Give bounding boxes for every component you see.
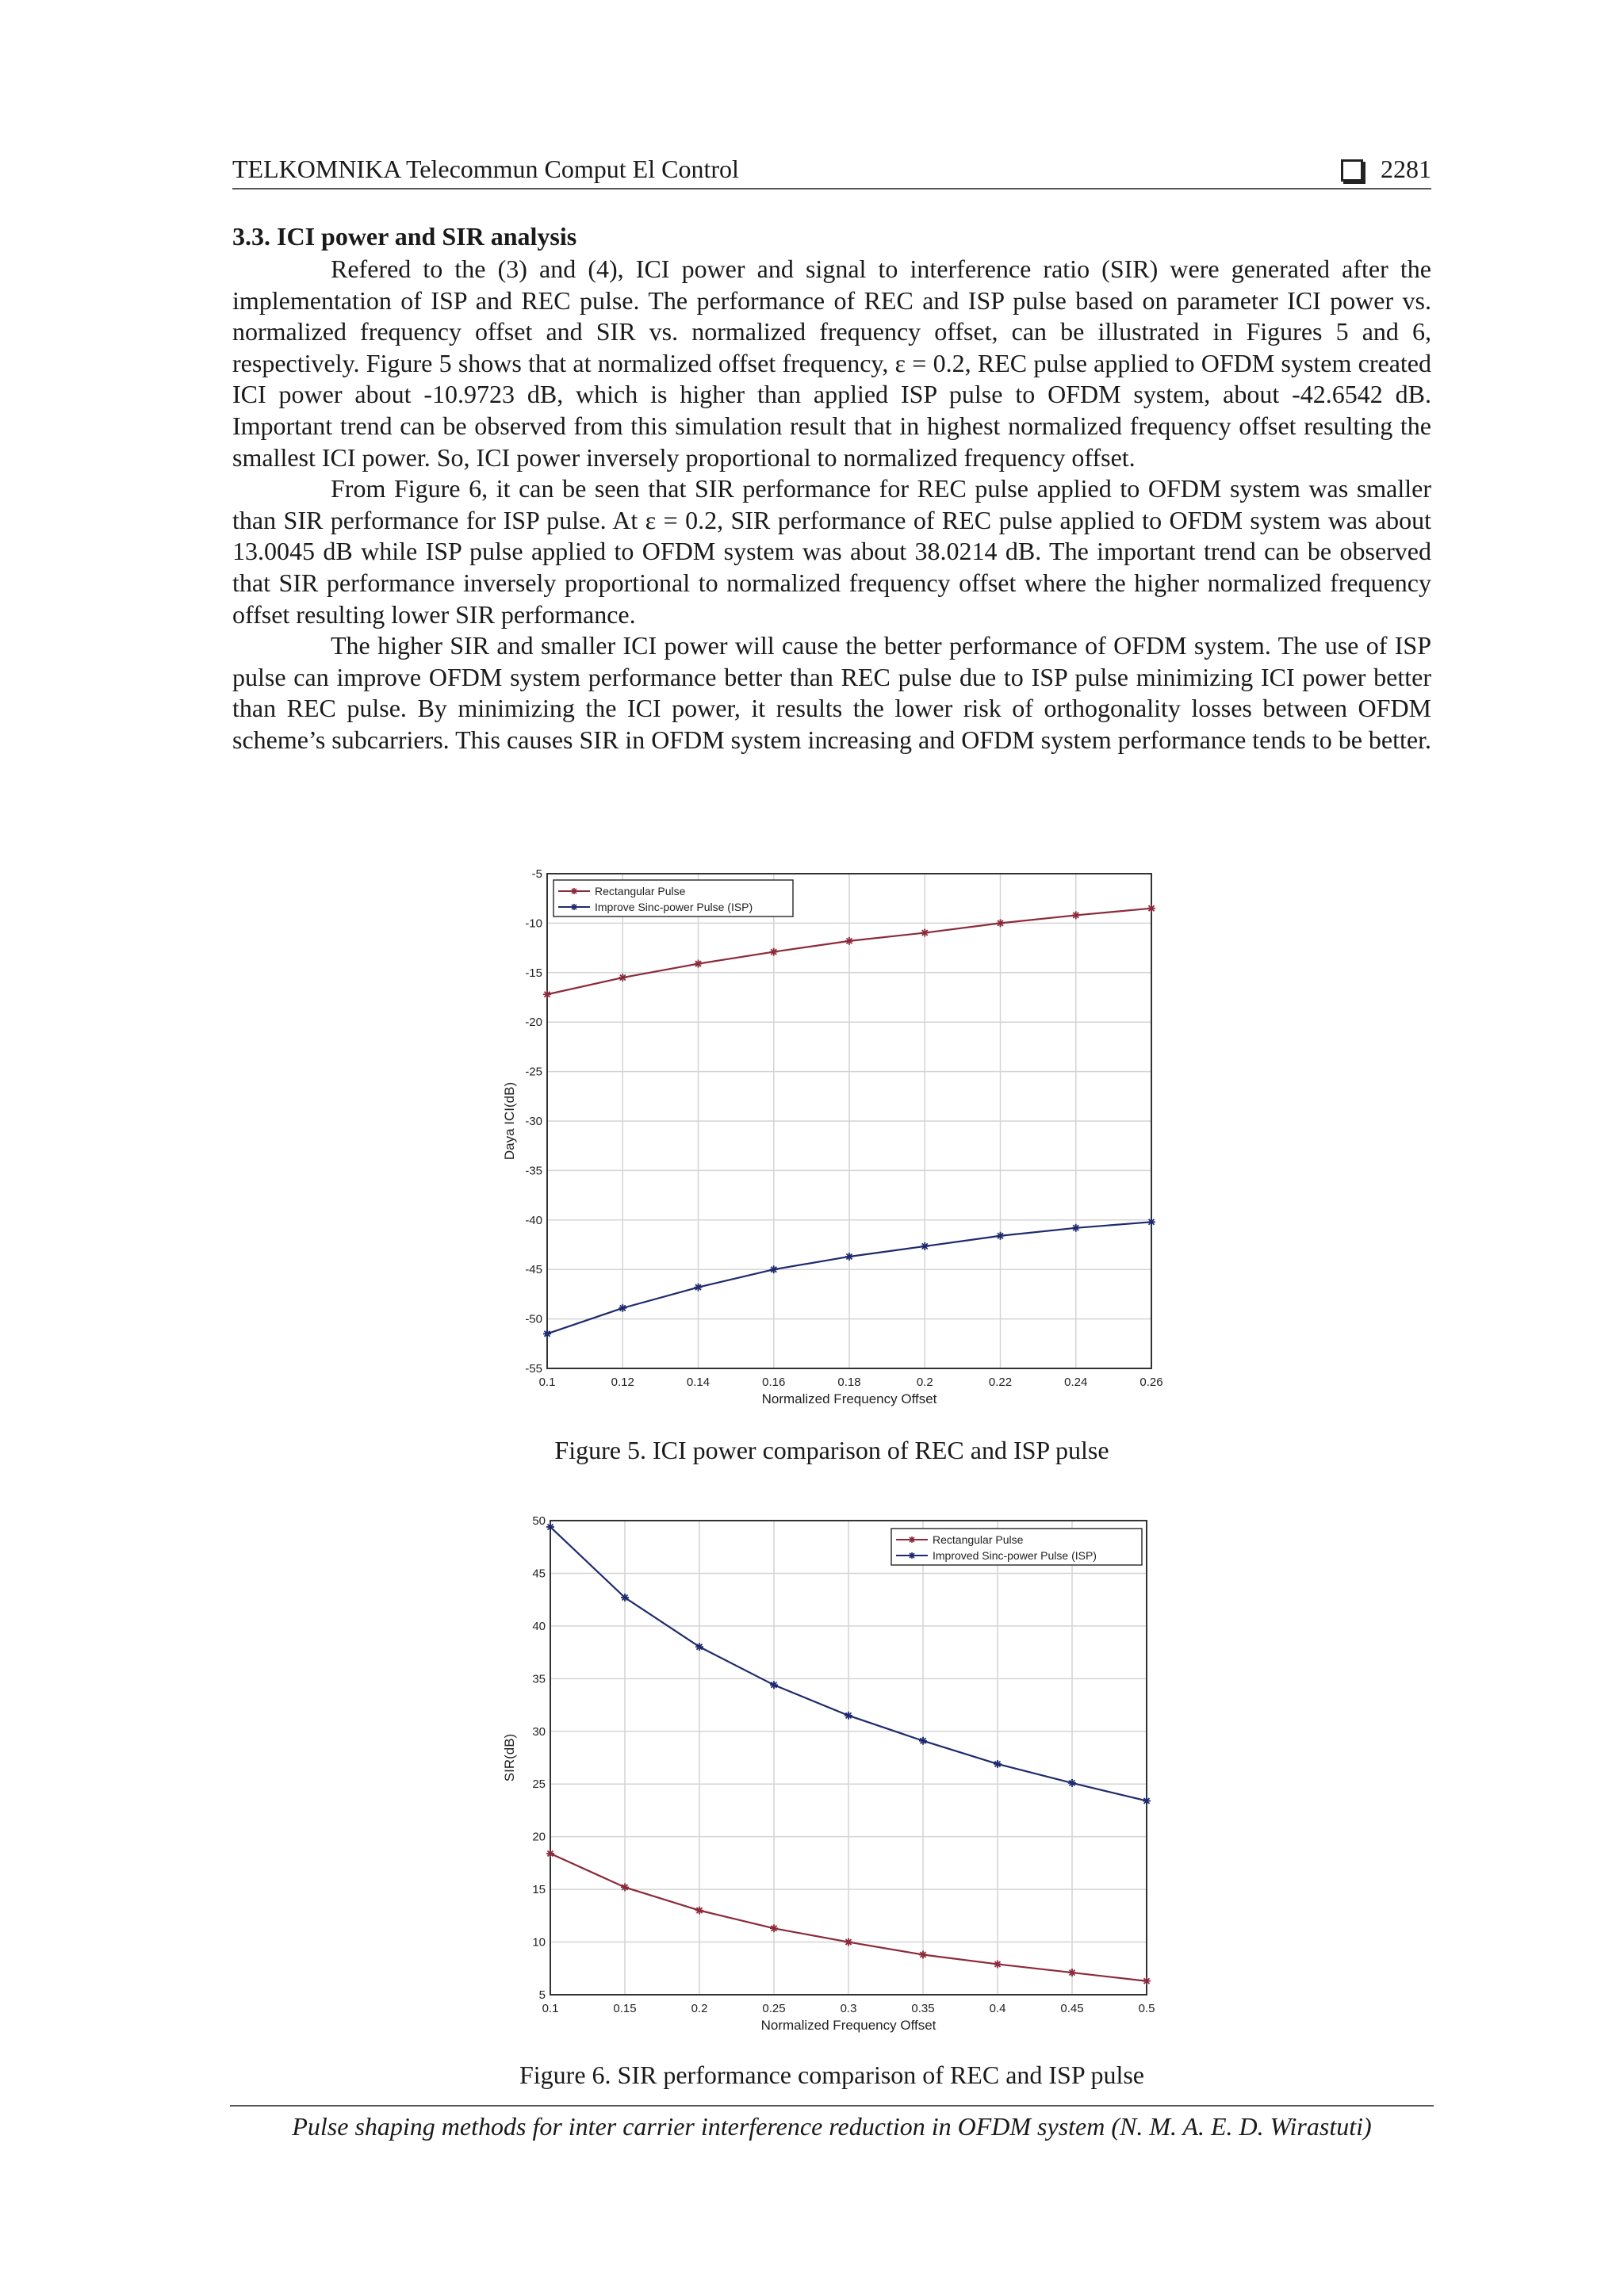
y-tick-label: -45 — [525, 1263, 542, 1277]
data-point-isp — [997, 1232, 1005, 1240]
y-tick-label: -25 — [525, 1065, 542, 1079]
body-text — [232, 254, 1431, 756]
data-point-isp — [543, 1330, 551, 1337]
data-point-rec — [543, 990, 551, 998]
legend-marker — [909, 1536, 915, 1543]
y-tick-label: 35 — [532, 1672, 546, 1686]
y-tick-label: 45 — [532, 1567, 546, 1581]
y-tick-label: 20 — [532, 1830, 546, 1844]
data-point-isp — [770, 1265, 778, 1273]
y-tick-label: -40 — [525, 1213, 542, 1227]
data-point-rec — [845, 1938, 852, 1946]
figure-6-chart — [490, 1506, 1172, 2045]
data-point-isp — [770, 1681, 778, 1689]
paragraph: The higher SIR and smaller ICI power will cause the better performance of OFDM system. The use of ISP pulse can improve OFDM system performance better than REC pulse due to ISP pulse minimizing ICI power better than REC pulse. By minimizing the ICI power, it results the lower risk of orthogonality losses between OFDM scheme’s subcarriers. This causes SIR in OFDM system increasing and OFDM system performance tends to be better. — [232, 631, 1431, 754]
data-point-rec — [1072, 911, 1080, 919]
y-tick-label: -15 — [525, 966, 542, 980]
figure-5-caption: Figure 5. ICI power comparison of REC and ISP pulse — [554, 1436, 1109, 1464]
figure-5-chart — [490, 863, 1172, 1418]
y-tick-label: 10 — [532, 1935, 546, 1950]
data-point-isp — [1143, 1797, 1151, 1804]
data-point-rec — [621, 1883, 629, 1891]
x-tick-label: 0.15 — [613, 2002, 637, 2015]
x-axis-label: Normalized Frequency Offset — [761, 1391, 937, 1406]
data-point-rec — [997, 919, 1005, 927]
square-bullet-icon — [1341, 159, 1363, 182]
data-point-isp — [921, 1242, 929, 1250]
running-header — [232, 153, 1431, 189]
x-tick-label: 0.4 — [989, 2002, 1006, 2015]
data-point-rec — [695, 1907, 703, 1915]
data-point-isp — [1072, 1224, 1080, 1232]
legend-label: Improved Sinc-power Pulse (ISP) — [933, 1549, 1097, 1562]
data-point-isp — [695, 1643, 703, 1651]
y-tick-label: 50 — [532, 1514, 546, 1528]
x-axis-label: Normalized Frequency Offset — [760, 2018, 936, 2033]
data-point-rec — [845, 937, 853, 945]
x-tick-label: 0.1 — [538, 1376, 556, 1389]
data-point-rec — [994, 1960, 1002, 1968]
page-number-box — [1341, 155, 1431, 184]
y-tick-label: 15 — [532, 1883, 546, 1897]
y-tick-label: 25 — [532, 1777, 546, 1792]
y-tick-label: -10 — [525, 916, 542, 931]
y-tick-label: 5 — [538, 1988, 546, 2002]
data-point-isp — [919, 1737, 927, 1745]
data-point-rec — [919, 1951, 927, 1959]
y-tick-label: 40 — [532, 1619, 546, 1633]
paragraph: From Figure 6, it can be seen that SIR performance for REC pulse applied to OFDM system was smaller than SIR performance for ISP pulse. At ε = 0.2, SIR performance of REC pulse applied to OFDM system was about 13.0045 dB while ISP pulse applied to OFDM system was about 38.0214 dB. The important trend can be observed that SIR performance inversely proportional to normalized frequency offset where the higher normalized frequency offset resulting lower SIR performance. — [232, 474, 1431, 629]
legend-marker — [571, 888, 577, 894]
x-tick-label: 0.2 — [916, 1376, 933, 1389]
legend-marker — [909, 1552, 915, 1559]
y-tick-label: -50 — [525, 1312, 542, 1326]
x-tick-label: 0.3 — [840, 2002, 857, 2015]
data-point-rec — [695, 960, 703, 968]
legend-marker — [571, 904, 577, 910]
x-tick-label: 0.25 — [762, 2002, 786, 2015]
data-point-isp — [1147, 1218, 1155, 1226]
x-tick-label: 0.12 — [611, 1376, 634, 1389]
x-tick-label: 0.14 — [686, 1376, 710, 1389]
y-tick-label: -5 — [531, 867, 542, 881]
y-tick-label: -20 — [525, 1016, 542, 1030]
legend-label: Rectangular Pulse — [933, 1533, 1024, 1546]
running-footer: Pulse shaping methods for inter carrier interference reduction in OFDM system (N. M. A. E. D. Wirastuti) — [292, 2112, 1372, 2141]
journal-name: TELKOMNIKA Telecommun Comput El Control — [232, 155, 739, 183]
section-heading: 3.3. ICI power and SIR analysis — [232, 222, 577, 251]
paragraph: Refered to the (3) and (4), ICI power and signal to interference ratio (SIR) were generated after the implementation of ISP and REC pulse. The performance of REC and ISP pulse based on parameter ICI power vs. normalized frequency offset and SIR vs. normalized frequency offset, can be illustrated in Figures 5 and 6, respectively. Figure 5 shows that at normalized offset frequency, ε = 0.2, REC pulse applied to OFDM system created ICI power about -10.9723 dB, which is higher than applied ISP pulse to OFDM system, about -42.6542 dB. Important trend can be observed from this simulation result that in highest normalized frequency offset resulting the smallest ICI power. So, ICI power inversely proportional to normalized frequency offset. — [232, 254, 1431, 472]
data-point-isp — [619, 1304, 626, 1312]
x-tick-label: 0.16 — [762, 1376, 786, 1389]
y-tick-label: -55 — [525, 1362, 542, 1376]
data-point-rec — [770, 948, 778, 956]
y-tick-label: -30 — [525, 1115, 542, 1128]
data-point-rec — [546, 1850, 554, 1858]
y-axis-label: Daya ICI(dB) — [502, 1081, 517, 1161]
data-point-rec — [619, 974, 626, 982]
x-tick-label: 0.22 — [988, 1376, 1013, 1389]
page-number: 2281 — [1381, 155, 1431, 183]
footer-rule — [230, 2105, 1434, 2107]
y-tick-label: -35 — [525, 1164, 542, 1178]
data-point-isp — [994, 1760, 1002, 1768]
x-tick-label: 0.2 — [691, 2002, 708, 2015]
data-point-isp — [1068, 1779, 1076, 1787]
x-tick-label: 0.24 — [1064, 1376, 1088, 1389]
data-point-rec — [1147, 905, 1155, 913]
data-point-rec — [770, 1924, 778, 1932]
x-tick-label: 0.18 — [837, 1376, 861, 1389]
data-point-isp — [845, 1253, 853, 1261]
x-tick-label: 0.26 — [1139, 1376, 1163, 1389]
x-tick-label: 0.1 — [542, 2002, 559, 2015]
x-tick-label: 0.35 — [911, 2002, 935, 2015]
data-point-rec — [921, 929, 929, 937]
data-point-rec — [1068, 1969, 1076, 1976]
y-tick-label: 30 — [532, 1724, 546, 1739]
legend-label: Rectangular Pulse — [595, 885, 686, 897]
y-axis-label: SIR(dB) — [502, 1733, 517, 1782]
data-point-rec — [1143, 1977, 1151, 1985]
x-tick-label: 0.45 — [1060, 2002, 1084, 2015]
data-point-isp — [695, 1284, 703, 1292]
legend-label: Improve Sinc-power Pulse (ISP) — [595, 901, 753, 913]
figure-6-caption: Figure 6. SIR performance comparison of REC and ISP pulse — [519, 2061, 1144, 2089]
x-tick-label: 0.5 — [1138, 2002, 1155, 2015]
data-point-isp — [845, 1712, 852, 1720]
